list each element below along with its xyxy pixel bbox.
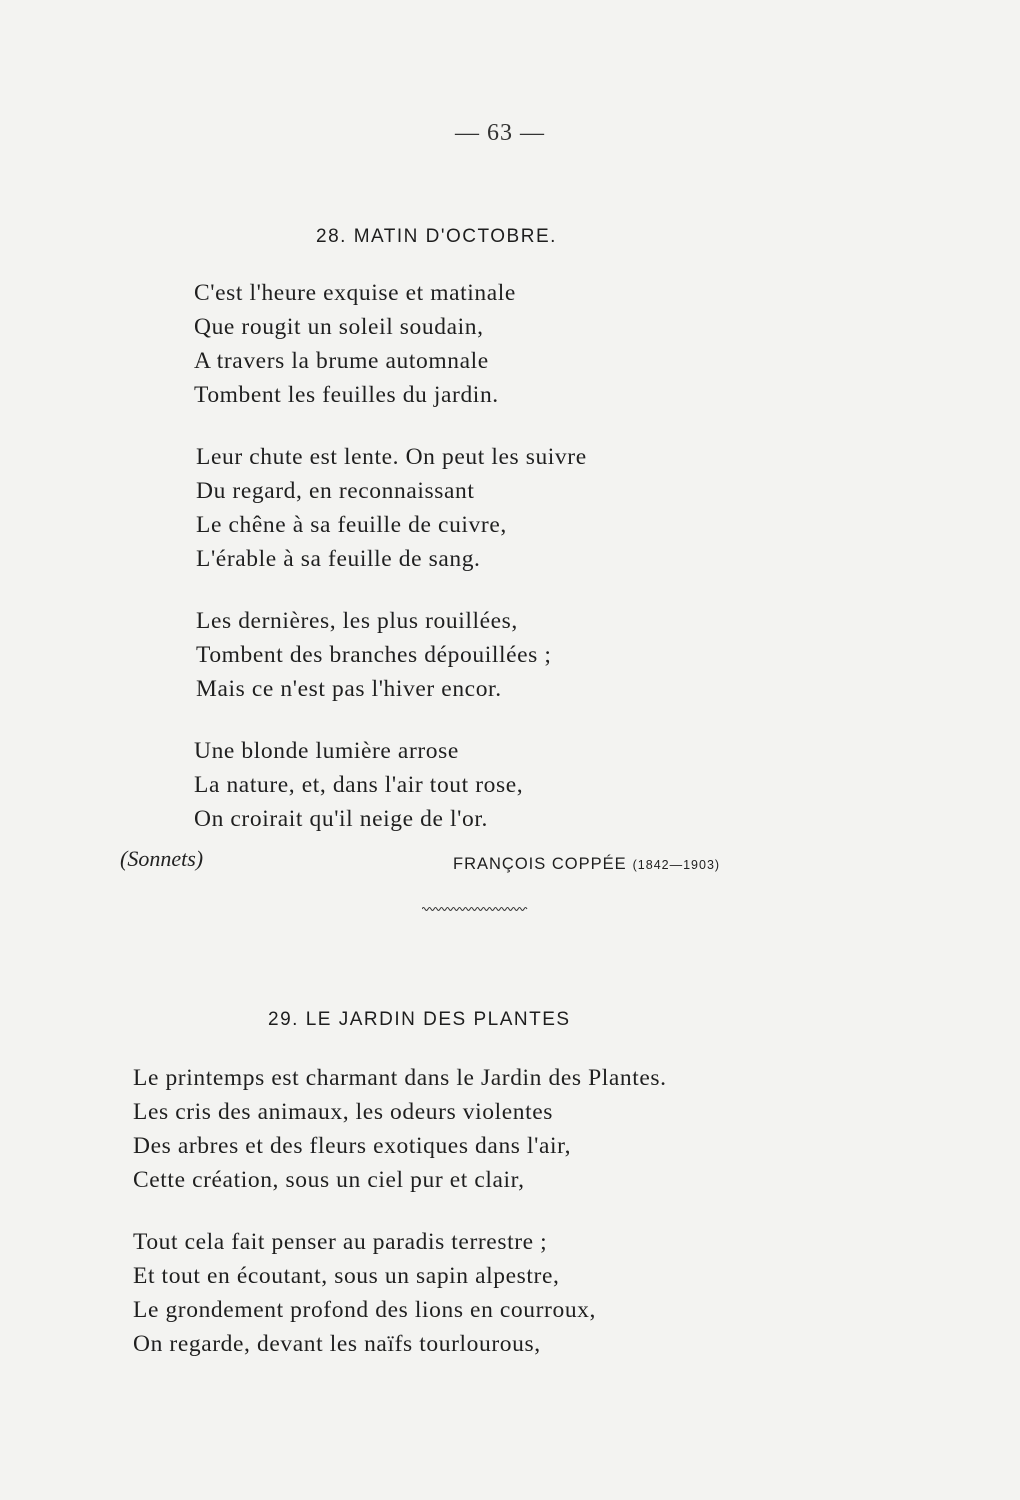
verse-line: Les dernières, les plus rouillées, <box>196 608 518 634</box>
wavy-divider <box>422 905 528 913</box>
verse-line: Le grondement profond des lions en courroux, <box>133 1297 596 1323</box>
author-dates: (1842—1903) <box>632 858 721 872</box>
stanza <box>194 734 523 836</box>
verse-line: Une blonde lumière arrose <box>194 738 459 764</box>
verse-line: On croirait qu'il neige de l'or. <box>194 806 488 832</box>
verse-line: Des arbres et des fleurs exotiques dans l'air, <box>133 1133 572 1159</box>
verse-line: L'érable à sa feuille de sang. <box>196 546 481 572</box>
verse-line: C'est l'heure exquise et matinale <box>194 280 516 306</box>
verse-line: Les cris des animaux, les odeurs violentes <box>133 1099 554 1125</box>
verse-line: Tout cela fait penser au paradis terrestre ; <box>133 1229 548 1255</box>
page-number: — 63 — <box>455 120 545 146</box>
author-name: FRANÇOIS COPPÉE <box>453 855 627 873</box>
verse-line: On regarde, devant les naïfs tourlourous, <box>133 1331 541 1357</box>
verse-line: A travers la brume automnale <box>194 348 489 374</box>
verse-line: Tombent les feuilles du jardin. <box>194 382 499 408</box>
verse-line: Et tout en écoutant, sous un sapin alpestre, <box>133 1263 560 1289</box>
verse-line: Le chêne à sa feuille de cuivre, <box>196 512 507 538</box>
stanza <box>194 276 516 412</box>
poem-author <box>453 855 720 874</box>
verse-line: Cette création, sous un ciel pur et clair, <box>133 1167 525 1193</box>
verse-line: Que rougit un soleil soudain, <box>194 314 484 340</box>
stanza <box>196 440 587 576</box>
stanza <box>133 1061 667 1197</box>
stanza <box>196 604 552 706</box>
verse-line: Mais ce n'est pas l'hiver encor. <box>196 676 502 702</box>
stanza <box>133 1225 596 1361</box>
poem-title: 28. MATIN D'OCTOBRE. <box>316 226 557 247</box>
verse-line: La nature, et, dans l'air tout rose, <box>194 772 524 798</box>
verse-line: Du regard, en reconnaissant <box>196 478 475 504</box>
poem-title: 29. LE JARDIN DES PLANTES <box>268 1009 571 1030</box>
verse-line: Leur chute est lente. On peut les suivre <box>196 444 587 470</box>
poem-source: (Sonnets) <box>120 846 204 871</box>
verse-line: Tombent des branches dépouillées ; <box>196 642 552 668</box>
verse-line: Le printemps est charmant dans le Jardin des Plantes. <box>133 1065 667 1091</box>
